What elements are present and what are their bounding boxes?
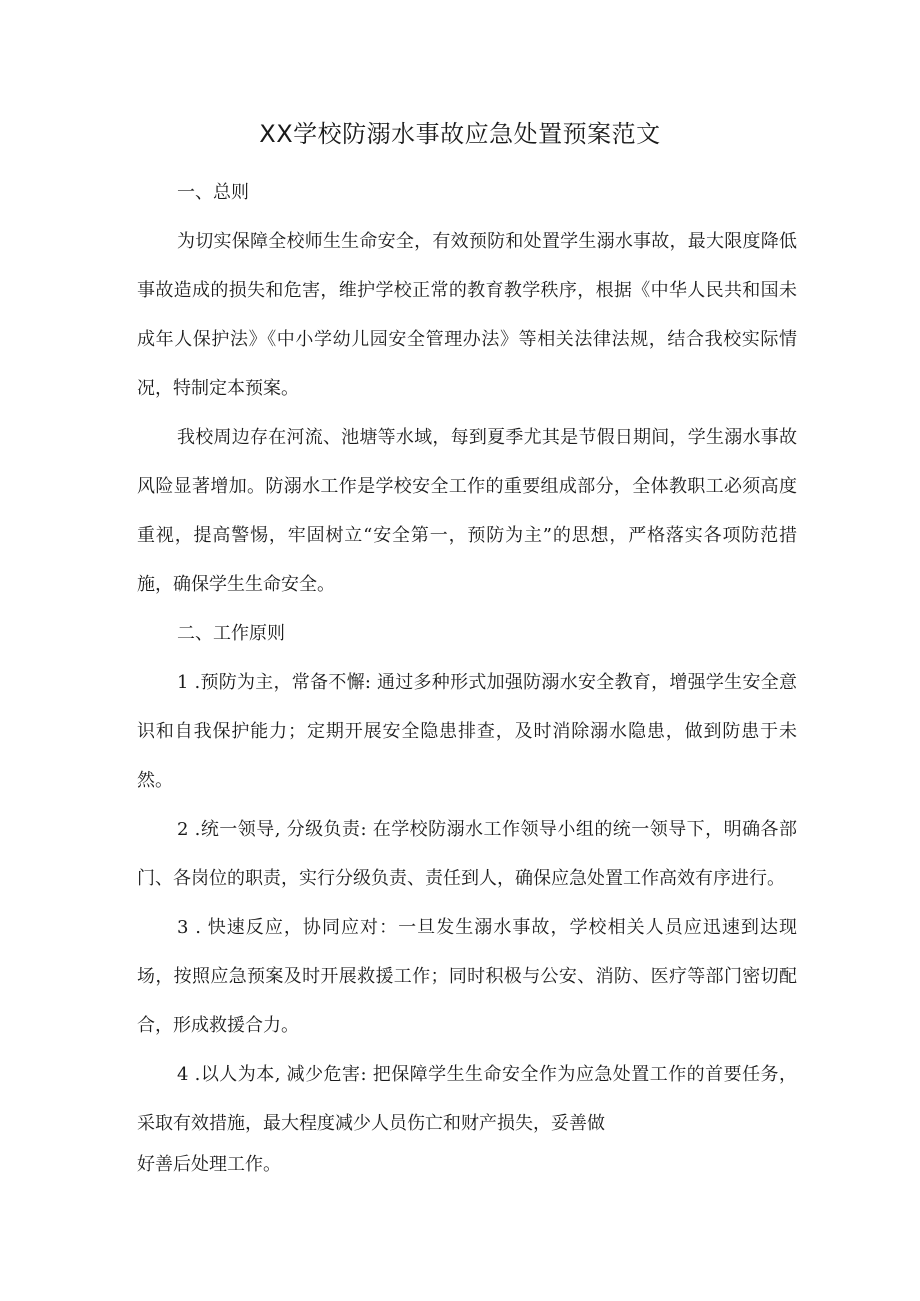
paragraph-continuation: 好善后处理工作。 xyxy=(137,1154,281,1175)
principle-item: 4 .以人为本, 减少危害: 把保障学生生命安全作为应急处置工作的首要任务，采取有效措施，最大程度减少人员伤亡和财产损失，妥善做 xyxy=(137,1064,797,1134)
paragraph: 为切实保障全校师生生命安全，有效预防和处置学生溺水事故，最大限度降低事故造成的损失和危害，维护学校正常的教育教学秩序，根据《中华人民共和国未成年人保护法》《中小学幼儿园安全管理办法》等相关法律法规，结合我校实际情况，特制定本预案。 xyxy=(137,231,797,399)
document-body xyxy=(137,168,797,1182)
principle-item: 2 .统一领导, 分级负责: 在学校防溺水工作领导小组的统一领导下，明确各部门、各岗位的职责，实行分级负责、责任到人，确保应急处置工作高效有序进行。 xyxy=(137,819,797,889)
principle-item: 1 .预防为主，常备不懈: 通过多种形式加强防溺水安全教育，增强学生安全意识和自我保护能力；定期开展安全隐患排查，及时消除溺水隐患，做到防患于未然。 xyxy=(137,672,797,791)
paragraph: 我校周边存在河流、池塘等水域，每到夏季尤其是节假日期间，学生溺水事故风险显著增加。防溺水工作是学校安全工作的重要组成部分，全体教职工必须高度重视，提高警惕，牢固树立“安全第一，预防为主”的思想，严格落实各项防范措施，确保学生生命安全。 xyxy=(137,427,797,595)
principle-item: 3 . 快速反应，协同应对：一旦发生溺水事故，学校相关人员应迅速到达现场，按照应急预案及时开展救援工作；同时积极与公安、消防、医疗等部门密切配合，形成救援合力。 xyxy=(137,917,797,1036)
section-heading-principles: 二、工作原则 xyxy=(177,623,285,644)
section-heading-general: 一、总则 xyxy=(177,182,249,203)
document-title: XX学校防溺水事故应急处置预案范文 xyxy=(259,120,661,148)
